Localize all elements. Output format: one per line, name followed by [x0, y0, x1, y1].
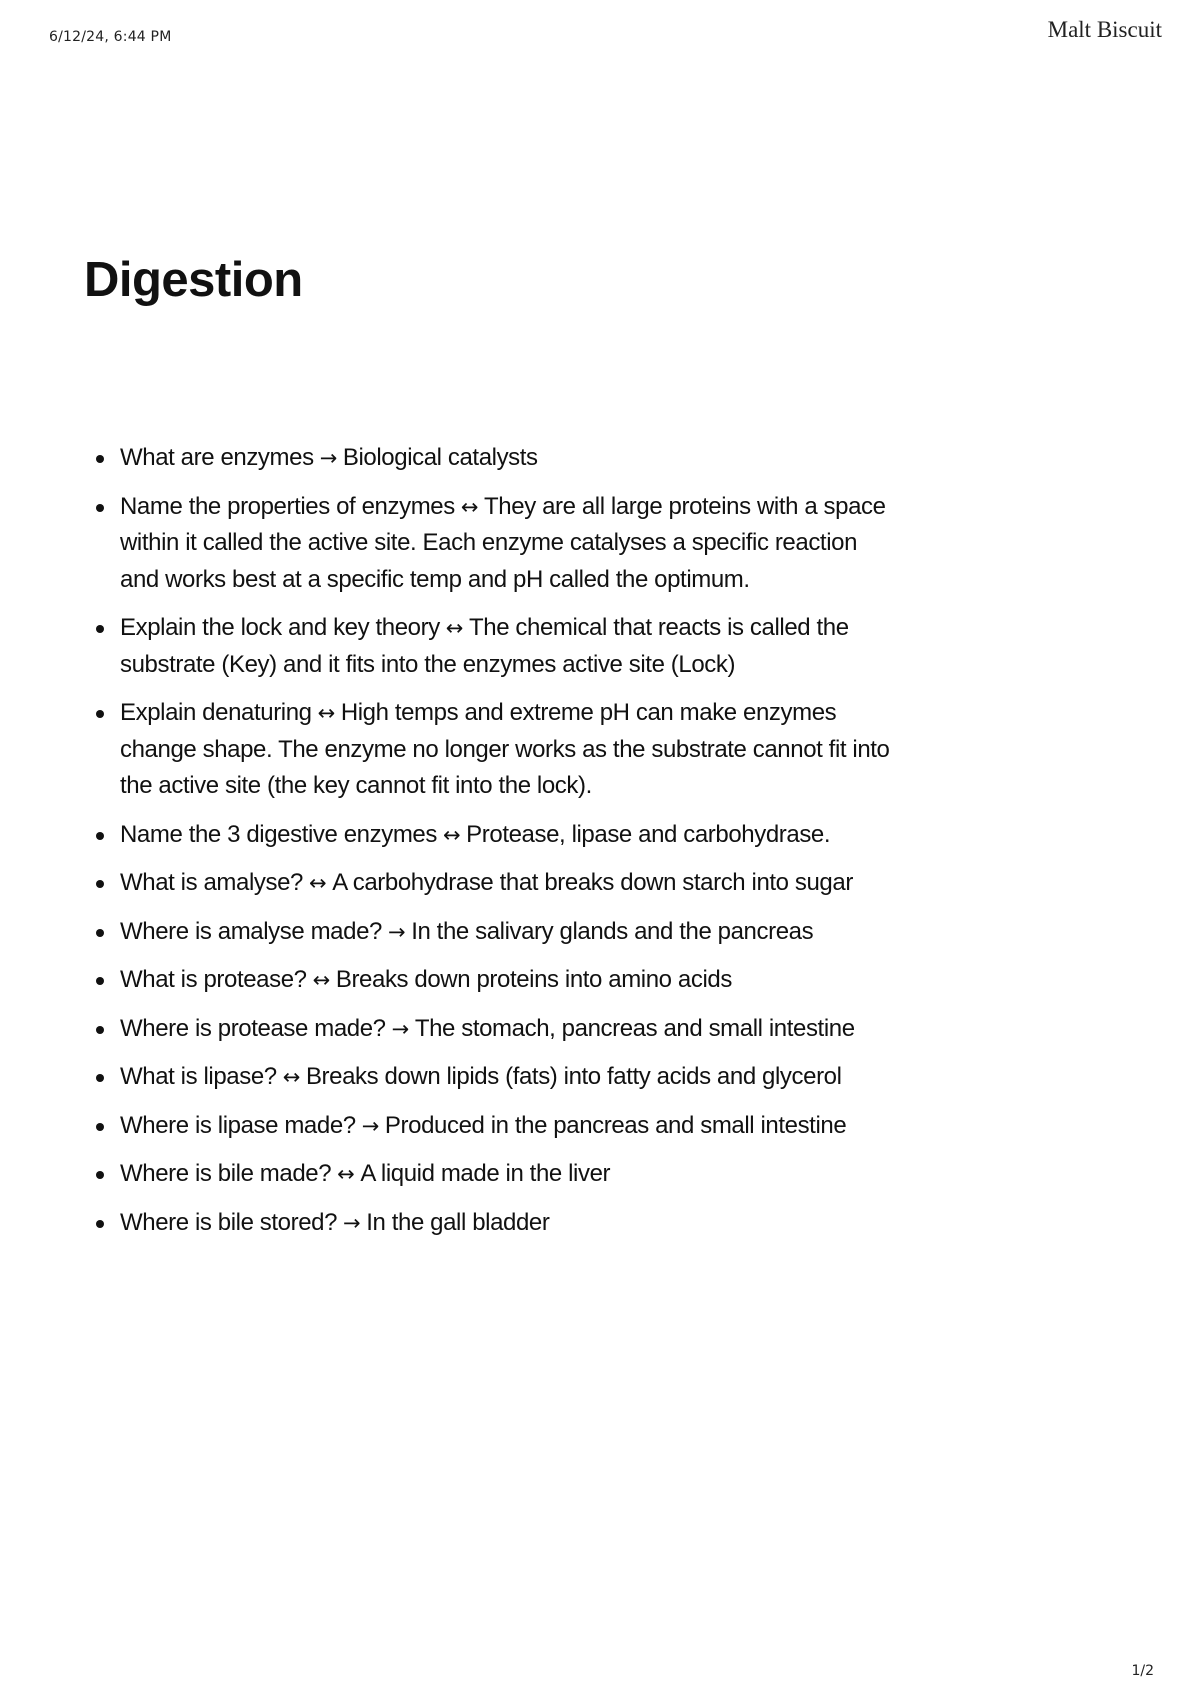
- list-item: [120, 1205, 900, 1242]
- answer-text: They are all large proteins with a space within it called the active site. Each enzyme catalyses a specific reaction and works best at a specific temp and pH called the optimum.: [120, 492, 886, 593]
- bidirectional-arrow-icon: ↔: [282, 1065, 300, 1089]
- question-text: What is lipase?: [120, 1063, 277, 1090]
- bidirectional-arrow-icon: ↔: [309, 871, 327, 895]
- print-date: 6/12/24, 6:44 PM: [49, 29, 172, 45]
- bidirectional-arrow-icon: ↔: [317, 701, 335, 725]
- bullet-icon: [96, 1171, 104, 1179]
- answer-text: Protease, lipase and carbohydrase.: [466, 820, 831, 848]
- list-item: [120, 440, 900, 477]
- question-text: Name the properties of enzymes: [120, 492, 455, 520]
- answer-text: The stomach, pancreas and small intestine: [414, 1014, 855, 1042]
- answer-text: A carbohydrase that breaks down starch into sugar: [332, 869, 853, 896]
- bullet-icon: [96, 832, 104, 840]
- list-item: [120, 914, 900, 951]
- bullet-icon: [96, 880, 104, 888]
- answer-text: In the gall bladder: [366, 1208, 550, 1236]
- page-number: 1/2: [1131, 1663, 1154, 1679]
- bullet-icon: [96, 710, 104, 718]
- answer-text: Breaks down lipids (fats) into fatty acids and glycerol: [305, 1063, 842, 1090]
- question-text: Where is bile made?: [120, 1160, 332, 1187]
- page-title: Digestion: [84, 253, 303, 307]
- bullet-icon: [96, 1123, 104, 1131]
- bullet-icon: [96, 625, 104, 633]
- question-text: Where is amalyse made?: [120, 917, 382, 945]
- question-text: What is protease?: [120, 966, 307, 993]
- arrow-icon: →: [387, 919, 406, 944]
- answer-text: The chemical that reacts is called the substrate (Key) and it fits into the enzymes active site (Lock): [120, 614, 849, 678]
- bullet-icon: [96, 504, 104, 512]
- qa-list: [120, 440, 900, 1253]
- bullet-icon: [96, 929, 104, 937]
- list-item: [120, 489, 900, 599]
- list-item: [120, 962, 900, 999]
- bidirectional-arrow-icon: ↔: [445, 616, 463, 640]
- bidirectional-arrow-icon: ↔: [312, 968, 330, 992]
- question-text: Explain denaturing: [120, 699, 312, 726]
- answer-text: Biological catalysts: [342, 444, 538, 471]
- arrow-icon: →: [319, 446, 337, 470]
- question-text: Where is lipase made?: [120, 1111, 356, 1139]
- bullet-icon: [96, 977, 104, 985]
- list-item: [120, 1011, 900, 1048]
- bullet-icon: [96, 1074, 104, 1082]
- list-item: [120, 865, 900, 902]
- question-text: Explain the lock and key theory: [120, 614, 440, 641]
- question-text: What are enzymes: [120, 444, 314, 471]
- question-text: Where is protease made?: [120, 1014, 386, 1042]
- list-item: [120, 1059, 900, 1096]
- list-item: [120, 1156, 900, 1193]
- print-title: Malt Biscuit: [1047, 17, 1162, 42]
- bidirectional-arrow-icon: ↔: [460, 494, 479, 519]
- bidirectional-arrow-icon: ↔: [337, 1162, 355, 1186]
- list-item: [120, 610, 900, 683]
- question-text: Name the 3 digestive enzymes: [120, 820, 437, 848]
- bullet-icon: [96, 455, 104, 463]
- question-text: Where is bile stored?: [120, 1208, 338, 1236]
- bullet-icon: [96, 1026, 104, 1034]
- bullet-icon: [96, 1220, 104, 1228]
- arrow-icon: →: [343, 1210, 361, 1235]
- list-item: [120, 1108, 900, 1145]
- answer-text: A liquid made in the liver: [360, 1160, 611, 1187]
- answer-text: In the salivary glands and the pancreas: [411, 917, 814, 945]
- bidirectional-arrow-icon: ↔: [442, 822, 461, 847]
- question-text: What is amalyse?: [120, 869, 303, 896]
- answer-text: Produced in the pancreas and small intestine: [384, 1111, 847, 1139]
- answer-text: Breaks down proteins into amino acids: [335, 966, 732, 993]
- list-item: [120, 817, 900, 854]
- arrow-icon: →: [391, 1016, 409, 1041]
- arrow-icon: →: [361, 1113, 379, 1138]
- answer-text: High temps and extreme pH can make enzymes change shape. The enzyme no longer works as the substrate cannot fit into the active site (the key cannot fit into the lock).: [120, 699, 890, 799]
- list-item: [120, 695, 900, 805]
